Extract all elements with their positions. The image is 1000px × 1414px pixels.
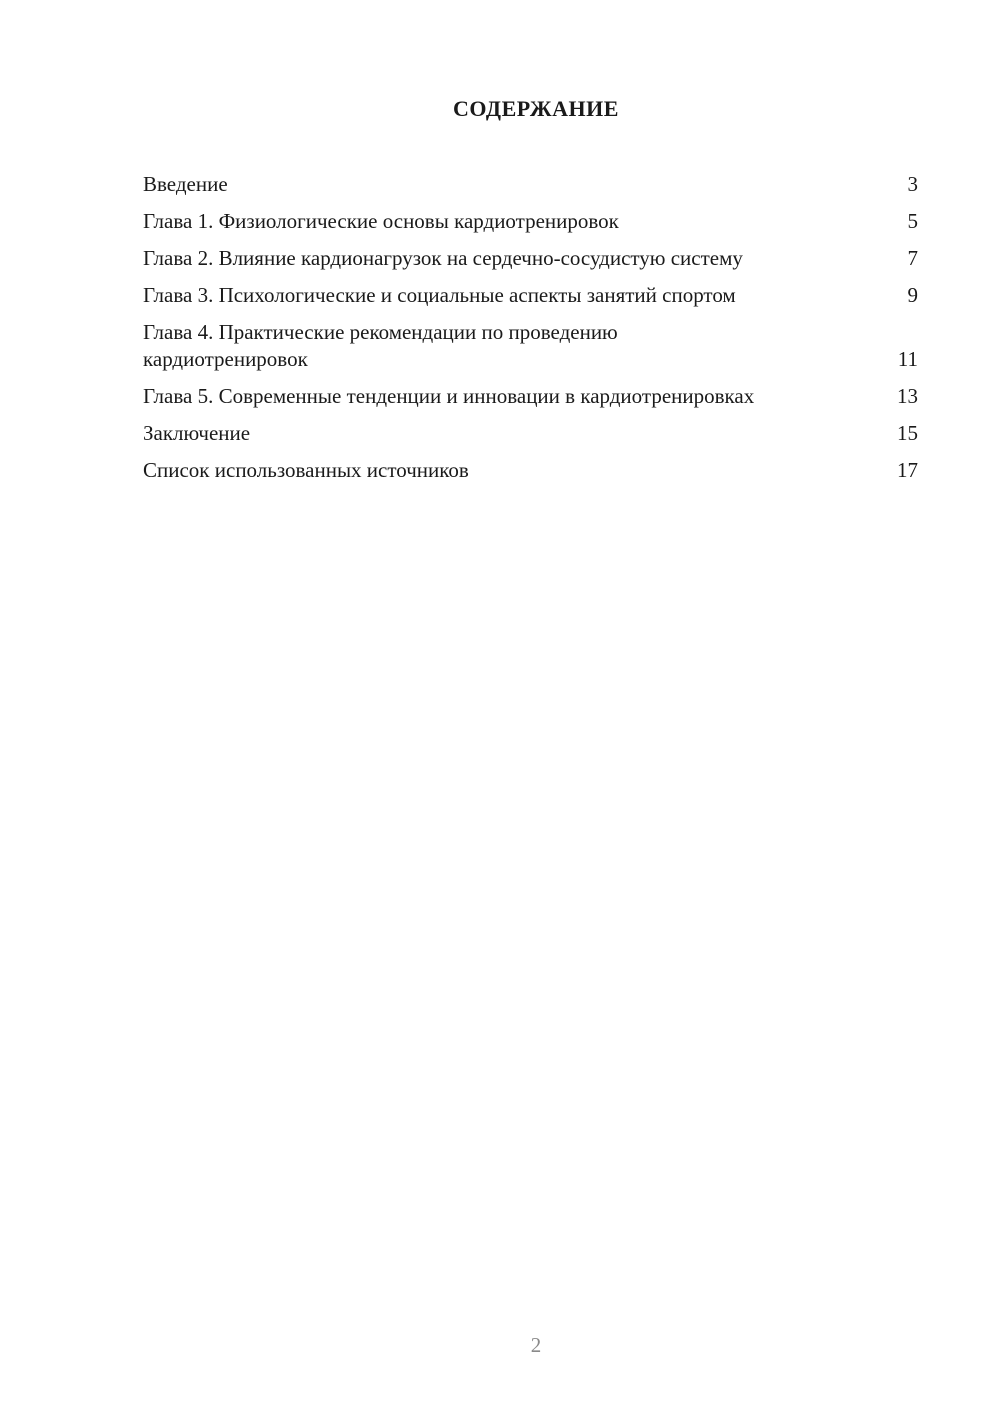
toc-entry-chapter-4 — [143, 319, 918, 373]
toc-entry-page: 13 — [897, 384, 918, 408]
toc-entry-chapter-3 — [143, 282, 918, 309]
toc-entry-label: Введение — [143, 172, 228, 196]
toc-entry-page: 7 — [907, 246, 918, 270]
toc-entry-references — [143, 457, 918, 484]
toc-entry-page: 5 — [907, 209, 918, 233]
toc-entry-introduction — [143, 171, 918, 198]
toc-title: СОДЕРЖАНИЕ — [453, 96, 619, 121]
toc-entry-chapter-1 — [143, 208, 918, 235]
toc-entry-label: Заключение — [143, 421, 251, 445]
toc-entry-chapter-2 — [143, 245, 918, 272]
page-number: 2 — [530, 1333, 542, 1357]
toc-entry-label: Глава 3. Психологические и социальные аспекты занятий спортом — [143, 283, 736, 307]
toc-entry-chapter-5 — [143, 383, 918, 410]
toc-entry-label: Глава 2. Влияние кардионагрузок на сердечно-сосудистую систему — [143, 246, 743, 270]
toc-entry-page: 11 — [897, 347, 918, 371]
toc-entry-label: Список использованных источников — [143, 458, 469, 482]
toc-entry-page: 15 — [897, 421, 918, 445]
toc-entry-label: Глава 1. Физиологические основы кардиотренировок — [143, 209, 619, 233]
toc-entry-label: Глава 4. Практические рекомендации по проведению кардиотренировок — [143, 320, 618, 371]
toc-entry-page: 9 — [907, 283, 918, 307]
table-of-contents — [143, 171, 918, 494]
toc-entry-label: Глава 5. Современные тенденции и инновации в кардиотренировках — [143, 384, 755, 408]
toc-entry-conclusion — [143, 420, 918, 447]
toc-entry-page: 17 — [897, 458, 918, 482]
toc-entry-page: 3 — [907, 172, 918, 196]
